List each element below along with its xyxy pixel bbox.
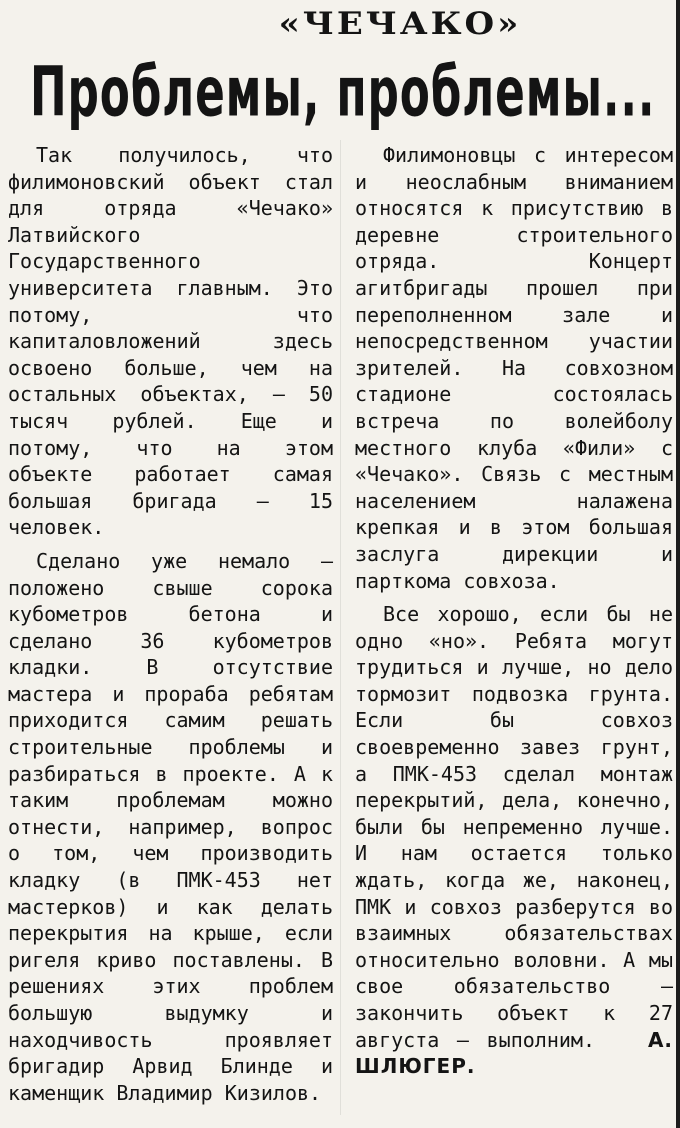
right-paragraph-2 <box>355 601 673 1080</box>
right-column <box>355 142 673 1080</box>
left-paragraph-2: Сделано уже немало — положено свыше сорока кубометров бетона и сделано 36 кубометров кладки. В отсутствие мастера и прораба ребятам приходится самим решать строительные проблемы и разбираться в проекте. А к таким проблемам можно отнести, например, вопрос о том, чем производить кладку (в ПМК-453 нет мастерков) и как делать перекрытия на крыше, если ригеля криво поставлены. В решениях этих проблем большую выдумку и находчивость проявляет бригадир Арвид Блинде и каменщик Владимир Кизилов. <box>8 548 333 1105</box>
column-divider <box>340 140 341 1115</box>
left-paragraph-1: Так получилось, что филимоновский объект стал для отряда «Чечако» Латвийского Государственного университета главным. Это потому, что капиталовложений здесь освоено больше, чем на остальных объектах, — 50 тысяч рублей. Еще и потому, что на этом объекте работает самая большая бригада — 15 человек. <box>8 143 333 540</box>
right-paragraph-1: Филимоновцы с интересом и неослабным вниманием относятся к присутствию в деревне строительного отряда. Концерт агитбригады прошел при переполненном зале и непосредственном участии зрителей. На совхозном стадионе состоялась встреча по волейболу местного клуба «Фили» с «Чечако». Связь с местным населением налажена крепкая и в этом большая заслуга дирекции и парткома совхоза. <box>355 143 673 593</box>
section-label: «ЧЕЧАКО» <box>278 6 522 43</box>
left-column <box>8 142 333 1106</box>
author-signature: А. ШЛЮГЕР. <box>355 1027 674 1079</box>
page-edge <box>676 0 680 1128</box>
headline: Проблемы, проблемы... <box>30 51 656 133</box>
right-paragraph-2-text: Все хорошо, если бы не одно «но». Ребята могут трудиться и лучше, но дело тормозит подвозка грунта. Если бы совхоз своевременно завез грунт, а ПМК-453 сделал монтаж перекрытий, дела, конечно, были бы непременно лучше. И нам остается только ждать, когда же, наконец, ПМК и совхоз разберутся во взаимных обязательствах относительно воловни. А мы свое обязательство — закончить объект к 27 августа — выполним. <box>355 602 673 1052</box>
